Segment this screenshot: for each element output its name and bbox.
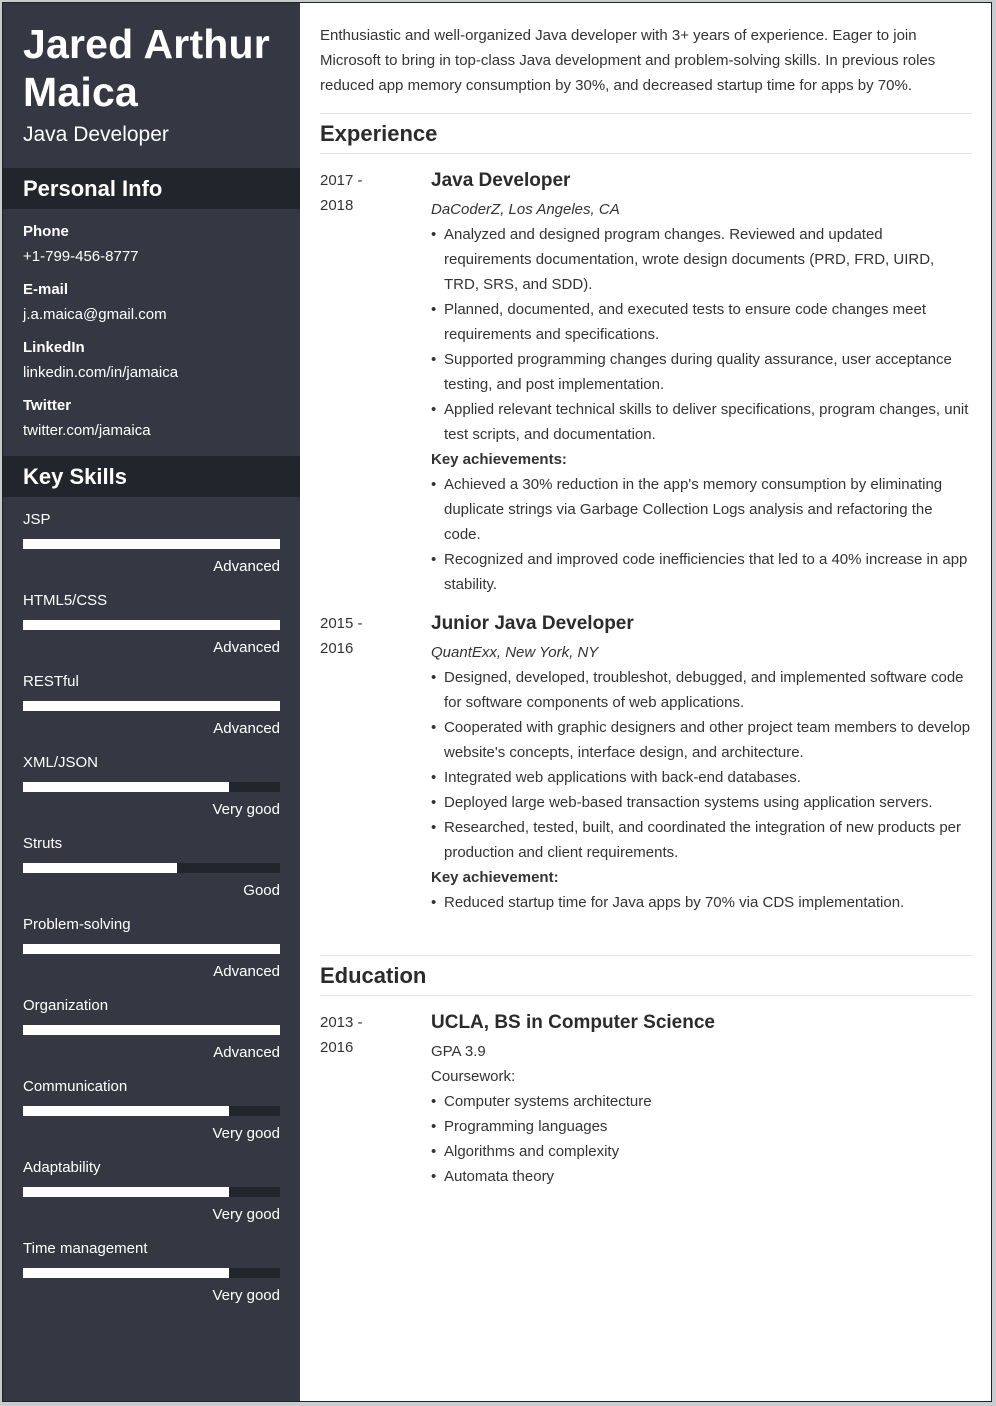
entry-body xyxy=(431,611,972,915)
list-item: • Cooperated with graphic designers and other project team members to develop website's concepts, interface design, and architecture. xyxy=(431,715,972,765)
skill-bar xyxy=(23,539,280,549)
date-end: 2016 xyxy=(320,1039,354,1056)
skill-bar-fill xyxy=(23,782,229,792)
experience-entry xyxy=(320,168,972,597)
skill-level: Advanced xyxy=(213,639,280,656)
date-end: 2016 xyxy=(320,640,354,657)
skill-level: Very good xyxy=(212,1125,280,1142)
phone-label: Phone xyxy=(23,223,69,240)
list-item: • Designed, developed, troubleshot, debugged, and implemented software code for software components of web applications. xyxy=(431,665,972,715)
skill-bar xyxy=(23,1106,280,1116)
skill-name: Time management xyxy=(23,1240,148,1257)
skill-level: Advanced xyxy=(213,558,280,575)
skill-item xyxy=(23,754,280,835)
achievements-list xyxy=(431,472,972,597)
sidebar xyxy=(3,3,300,1401)
skill-bar-fill xyxy=(23,1025,280,1035)
experience-heading: Experience xyxy=(320,114,972,154)
date-start: 2015 - xyxy=(320,615,363,632)
list-item: • Supported programming changes during quality assurance, user acceptance testing, and post implementation. xyxy=(431,347,972,397)
date-start: 2017 - xyxy=(320,172,363,189)
gpa: GPA 3.9 xyxy=(431,1043,486,1060)
skill-level: Very good xyxy=(212,801,280,818)
entry-title: Java Developer xyxy=(431,170,571,191)
skill-item xyxy=(23,1159,280,1240)
skill-bar-fill xyxy=(23,1268,229,1278)
entry-body xyxy=(431,168,972,597)
skill-item xyxy=(23,916,280,997)
skill-bar xyxy=(23,620,280,630)
skill-bar-fill xyxy=(23,863,177,873)
experience-list xyxy=(320,168,972,915)
email-label: E-mail xyxy=(23,281,69,298)
linkedin-label: LinkedIn xyxy=(23,339,85,356)
skill-bar xyxy=(23,863,280,873)
skill-item xyxy=(23,1240,280,1321)
entry-title: UCLA, BS in Computer Science xyxy=(431,1012,715,1033)
achievements-label: Key achievements: xyxy=(431,451,567,468)
coursework-label: Coursework: xyxy=(431,1068,516,1085)
coursework-list xyxy=(431,1089,972,1189)
entry-company: QuantExx, New York, NY xyxy=(431,644,599,661)
list-item: • Recognized and improved code inefficiencies that led to a 40% increase in app stability. xyxy=(431,547,972,597)
list-item: • Reduced startup time for Java apps by 70% via CDS implementation. xyxy=(431,890,972,915)
list-item: • Integrated web applications with back-end databases. xyxy=(431,765,972,790)
achievements-label: Key achievement: xyxy=(431,869,559,886)
responsibilities-list xyxy=(431,665,972,865)
skill-bar xyxy=(23,1025,280,1035)
phone-value: +1-799-456-8777 xyxy=(23,248,139,265)
skill-name: HTML5/CSS xyxy=(23,592,108,609)
skill-name: Struts xyxy=(23,835,63,852)
twitter-value: twitter.com/jamaica xyxy=(23,422,151,439)
skill-name: Organization xyxy=(23,997,109,1014)
entry-body xyxy=(431,1010,972,1189)
personal-info-heading: Personal Info xyxy=(3,168,300,209)
list-item: • Planned, documented, and executed tests to ensure code changes meet requirements and specifications. xyxy=(431,297,972,347)
list-item: • Applied relevant technical skills to deliver specifications, program changes, unit test scripts, and documentation. xyxy=(431,397,972,447)
skill-bar-fill xyxy=(23,701,280,711)
responsibilities-list xyxy=(431,222,972,447)
skill-item xyxy=(23,997,280,1078)
date-start: 2013 - xyxy=(320,1014,363,1031)
skill-item xyxy=(23,511,280,592)
personal-info xyxy=(3,209,300,456)
list-item: • Analyzed and designed program changes. Reviewed and updated requirements documentation, wrote design documents (PRD, FRD, UIRD, TRD, SRS, and SDD). xyxy=(431,222,972,297)
key-skills-heading: Key Skills xyxy=(3,456,300,497)
skills-list xyxy=(3,497,300,1321)
skill-level: Very good xyxy=(212,1287,280,1304)
skill-level: Very good xyxy=(212,1206,280,1223)
entry-date xyxy=(320,611,431,915)
skill-bar-fill xyxy=(23,944,280,954)
skill-name: JSP xyxy=(23,511,51,528)
list-item: • Programming languages xyxy=(431,1114,972,1139)
skill-item xyxy=(23,592,280,673)
skill-name: XML/JSON xyxy=(23,754,99,771)
skill-bar xyxy=(23,782,280,792)
email-value: j.a.maica@gmail.com xyxy=(23,306,167,323)
list-item: • Computer systems architecture xyxy=(431,1089,972,1114)
skill-name: Adaptability xyxy=(23,1159,101,1176)
list-item: • Achieved a 30% reduction in the app's memory consumption by eliminating duplicate strings via Garbage Collection Logs analysis and refactoring the code. xyxy=(431,472,972,547)
candidate-name: Jared Arthur Maica xyxy=(23,21,270,115)
main-content xyxy=(300,3,991,1401)
skill-bar-fill xyxy=(23,620,280,630)
skill-name: Problem-solving xyxy=(23,916,131,933)
skill-item xyxy=(23,673,280,754)
list-item: • Algorithms and complexity xyxy=(431,1139,972,1164)
skill-bar-fill xyxy=(23,539,280,549)
list-item: • Researched, tested, built, and coordinated the integration of new products per production and client requirements. xyxy=(431,815,972,865)
education-entry xyxy=(320,1010,972,1189)
skill-level: Advanced xyxy=(213,963,280,980)
education-list xyxy=(320,1010,972,1189)
education-heading: Education xyxy=(320,956,972,996)
skill-bar-fill xyxy=(23,1106,229,1116)
list-item: • Automata theory xyxy=(431,1164,972,1189)
list-item: • Deployed large web-based transaction systems using application servers. xyxy=(431,790,972,815)
entry-title: Junior Java Developer xyxy=(431,613,634,634)
experience-entry xyxy=(320,611,972,915)
skill-level: Good xyxy=(243,882,280,899)
linkedin-value: linkedin.com/in/jamaica xyxy=(23,364,179,381)
date-end: 2018 xyxy=(320,197,354,214)
entry-date xyxy=(320,1010,431,1189)
skill-bar-fill xyxy=(23,1187,229,1197)
entry-company: DaCoderZ, Los Angeles, CA xyxy=(431,201,620,218)
skill-level: Advanced xyxy=(213,720,280,737)
skill-bar xyxy=(23,1268,280,1278)
entry-date xyxy=(320,168,431,597)
skill-bar xyxy=(23,701,280,711)
skill-level: Advanced xyxy=(213,1044,280,1061)
skill-bar xyxy=(23,944,280,954)
skill-bar xyxy=(23,1187,280,1197)
achievements-list xyxy=(431,890,972,915)
skill-name: RESTful xyxy=(23,673,79,690)
skill-name: Communication xyxy=(23,1078,128,1095)
twitter-label: Twitter xyxy=(23,397,72,414)
job-title: Java Developer xyxy=(23,123,169,146)
summary: Enthusiastic and well-organized Java developer with 3+ years of experience. Eager to join Microsoft to bring in top-class Java development and problem-solving skills. In previous roles reduced app memory consumption by 30%, and decreased startup time for apps by 70%. xyxy=(320,3,972,114)
skill-item xyxy=(23,835,280,916)
skill-item xyxy=(23,1078,280,1159)
resume-page xyxy=(2,2,992,1402)
